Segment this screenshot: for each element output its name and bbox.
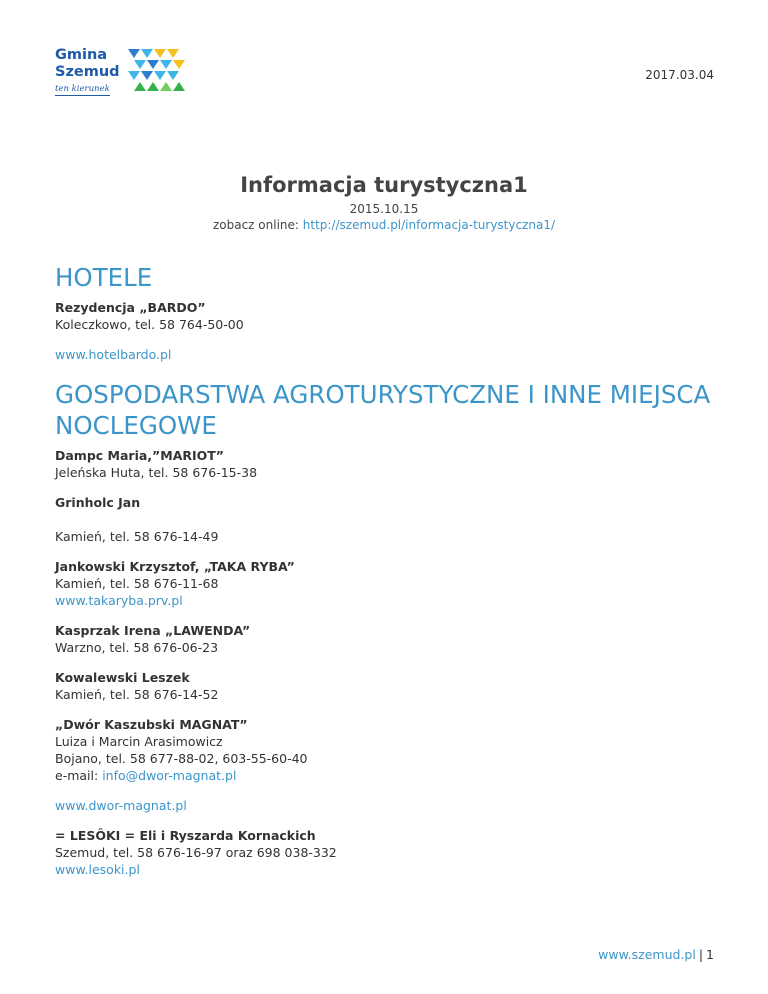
email-link[interactable]: info@dwor-magnat.pl	[102, 768, 237, 783]
list-item	[55, 827, 715, 878]
entry-line: Koleczkowo, tel. 58 764-50-00	[55, 317, 244, 332]
entry-line: Bojano, tel. 58 677-88-02, 603-55-60-40	[55, 751, 308, 766]
logo-triangles-icon	[128, 49, 188, 99]
publish-date: 2015.10.15	[349, 202, 419, 216]
entry-name: Dampc Maria,”MARIOT”	[55, 448, 225, 463]
logo-tagline: ten kierunek	[55, 84, 110, 94]
email-label: e-mail:	[55, 768, 99, 783]
entry-website-link[interactable]: www.hotelbardo.pl	[55, 347, 172, 362]
logo-text	[55, 47, 120, 81]
list-item	[55, 447, 715, 481]
footer-site-link[interactable]: www.szemud.pl	[598, 947, 696, 962]
entry-website-link[interactable]: www.dwor-magnat.pl	[55, 798, 187, 813]
list-item	[55, 494, 715, 545]
entry-name: Kowalewski Leszek	[55, 670, 190, 685]
list-item	[55, 346, 715, 363]
entry-line: Szemud, tel. 58 676-16-97 oraz 698 038-332	[55, 845, 337, 860]
section-title-agro: GOSPODARSTWA AGROTURYSTYCZNE I INNE MIEJSCA NOCLEGOWE	[55, 380, 711, 440]
section-title-hotele: HOTELE	[55, 263, 153, 292]
entry-line: Jeleńska Huta, tel. 58 676-15-38	[55, 465, 258, 480]
logo-line1: Gmina	[55, 47, 108, 63]
entry-line: Luiza i Marcin Arasimowicz	[55, 734, 223, 749]
entry-name: Rezydencja „BARDO”	[55, 300, 206, 315]
entry-website-link[interactable]: www.takaryba.prv.pl	[55, 593, 183, 608]
list-item	[55, 797, 715, 814]
entry-website-link[interactable]: www.lesoki.pl	[55, 862, 140, 877]
page-number: 1	[706, 947, 714, 962]
entry-line: Kamień, tel. 58 676-11-68	[55, 576, 219, 591]
logo-line2: Szemud	[55, 64, 120, 80]
view-online	[0, 218, 768, 232]
page-footer	[598, 947, 714, 962]
document-content	[55, 262, 715, 891]
gmina-szemud-logo	[55, 47, 190, 102]
page-title: Informacja turystyczna1	[240, 173, 528, 197]
entry-name: Kasprzak Irena „LAWENDA”	[55, 623, 251, 638]
list-item	[55, 669, 715, 703]
list-item	[55, 299, 715, 333]
entry-line: Warzno, tel. 58 676-06-23	[55, 640, 219, 655]
list-item	[55, 558, 715, 609]
print-date: 2017.03.04	[645, 68, 714, 82]
list-item	[55, 716, 715, 784]
list-item	[55, 622, 715, 656]
view-online-label: zobacz online:	[212, 218, 299, 232]
entry-name: Jankowski Krzysztof, „TAKA RYBA”	[55, 559, 295, 574]
entry-name: = LESÔKI = Eli i Ryszarda Kornackich	[55, 828, 316, 843]
view-online-link[interactable]: http://szemud.pl/informacja-turystyczna1/	[302, 218, 556, 232]
entry-name: Grinholc Jan	[55, 495, 141, 510]
entry-name: „Dwór Kaszubski MAGNAT”	[55, 717, 248, 732]
entry-line: Kamień, tel. 58 676-14-52	[55, 687, 219, 702]
entry-line: Kamień, tel. 58 676-14-49	[55, 529, 219, 544]
footer-separator: |	[698, 947, 704, 962]
document-header	[0, 171, 768, 232]
